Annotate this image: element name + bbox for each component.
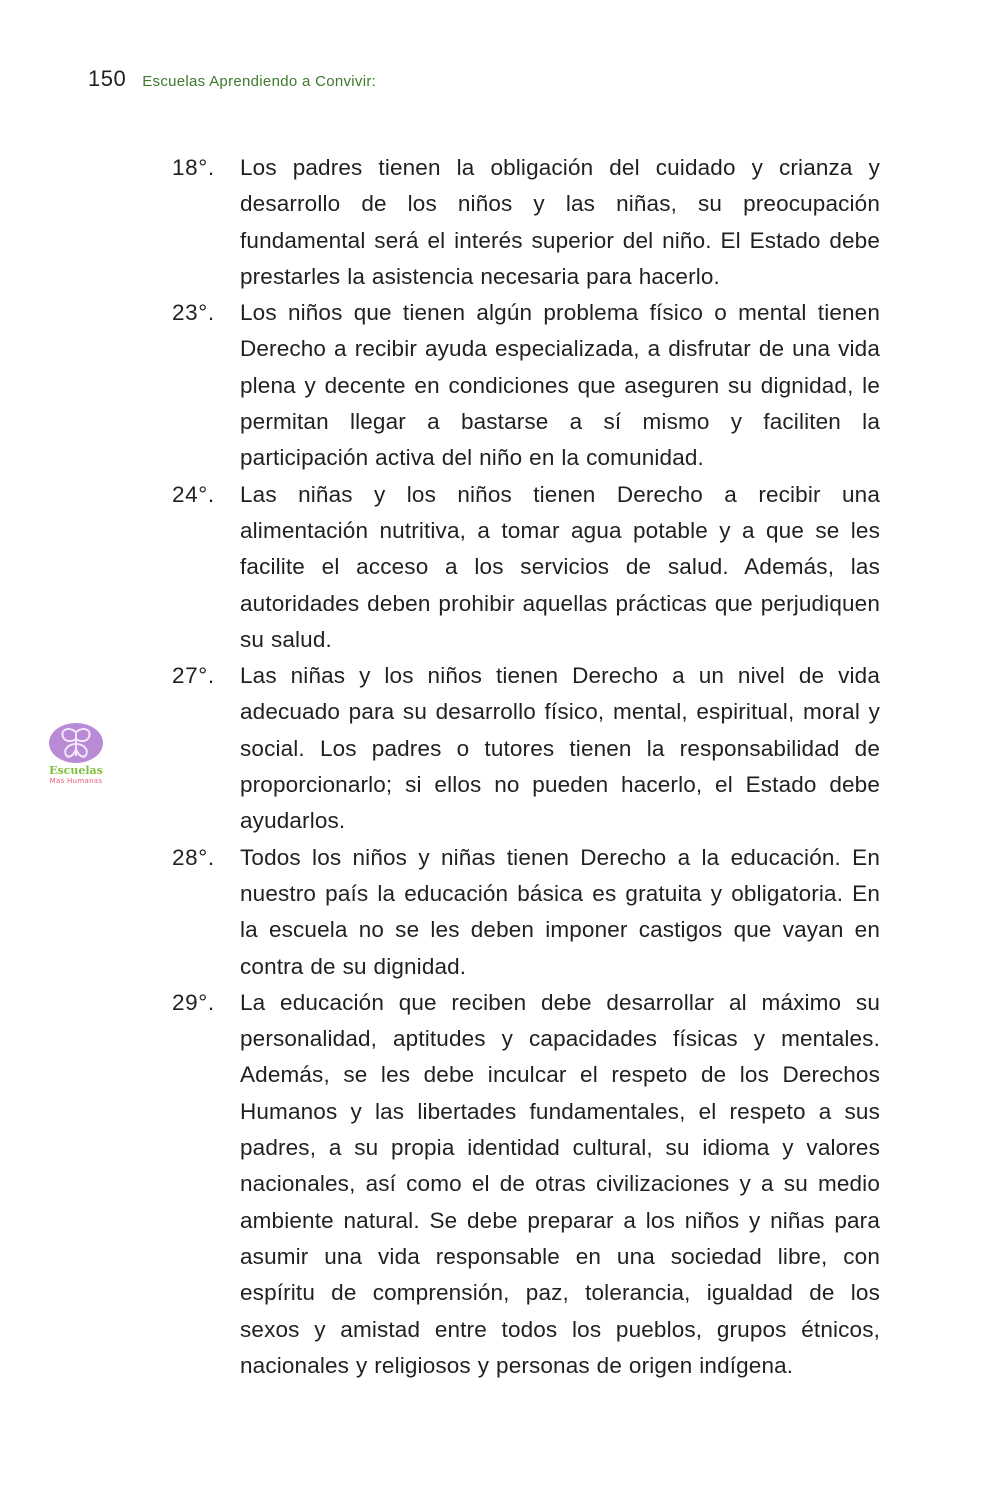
escuelas-watermark-logo bbox=[26, 722, 126, 786]
page-number: 150 bbox=[88, 66, 127, 91]
article-number: 29°. bbox=[172, 989, 215, 1015]
article-number: 24°. bbox=[172, 481, 215, 507]
article-item bbox=[172, 477, 880, 658]
article-item bbox=[172, 985, 880, 1384]
article-list bbox=[172, 150, 880, 1384]
article-number: 27°. bbox=[172, 663, 215, 689]
butterfly-logo-icon bbox=[48, 722, 104, 764]
watermark-word: Escuelas bbox=[49, 764, 103, 777]
article-text: La educación que reciben debe desarrollar al máximo su personalidad, aptitudes y capacidades físicas y mentales. Además, se les debe inculcar el respeto de los Derechos Humanos y las libertades fundamentales, el respeto a sus padres, a su propia identidad cultural, su idioma y valores nacionales, así como el de otras civilizaciones y a su medio ambiente natural. Se debe preparar a los niños y niñas para asumir una vida responsable en una sociedad libre, con espíritu de comprensión, paz, tolerancia, igualdad de los sexos y amistad entre todos los pueblos, grupos étnicos, nacionales y religiosos y personas de origen indígena. bbox=[240, 989, 880, 1378]
article-item bbox=[172, 658, 880, 839]
article-text: Los niños que tienen algún problema físico o mental tienen Derecho a recibir ayuda especializada, a disfrutar de una vida plena y decente en condiciones que aseguren su dignidad, le permitan llegar a bastarse a sí mismo y faciliten la participación activa del niño en la comunidad. bbox=[240, 300, 880, 471]
watermark-subtitle: Mas Humanas bbox=[49, 777, 103, 785]
article-item bbox=[172, 150, 880, 295]
article-text: Todos los niños y niñas tienen Derecho a la educación. En nuestro país la educación básica es gratuita y obligatoria. En la escuela no se les deben imponer castigos que vayan en contra de su dignidad. bbox=[240, 844, 880, 979]
article-text: Las niñas y los niños tienen Derecho a recibir una alimentación nutritiva, a tomar agua potable y a que se les facilite el acceso a los servicios de salud. Además, las autoridades deben prohibir aquellas prácticas que perjudiquen su salud. bbox=[240, 481, 880, 652]
article-item bbox=[172, 840, 880, 985]
article-text: Las niñas y los niños tienen Derecho a un nivel de vida adecuado para su desarrollo físico, mental, espiritual, moral y social. Los padres o tutores tienen la responsabilidad de proporcionarlo; si ellos no pueden hacerlo, el Estado debe ayudarlos. bbox=[240, 663, 880, 834]
article-number: 28°. bbox=[172, 844, 215, 870]
article-number: 23°. bbox=[172, 300, 215, 326]
article-text: Los padres tienen la obligación del cuidado y crianza y desarrollo de los niños y las niñas, su preocupación fundamental será el interés superior del niño. El Estado debe prestarles la asistencia necesaria para hacerlo. bbox=[240, 155, 880, 289]
page-header bbox=[88, 66, 376, 92]
article-number: 18°. bbox=[172, 155, 215, 180]
article-item bbox=[172, 295, 880, 476]
running-title: Escuelas Aprendiendo a Convivir: bbox=[142, 73, 377, 90]
